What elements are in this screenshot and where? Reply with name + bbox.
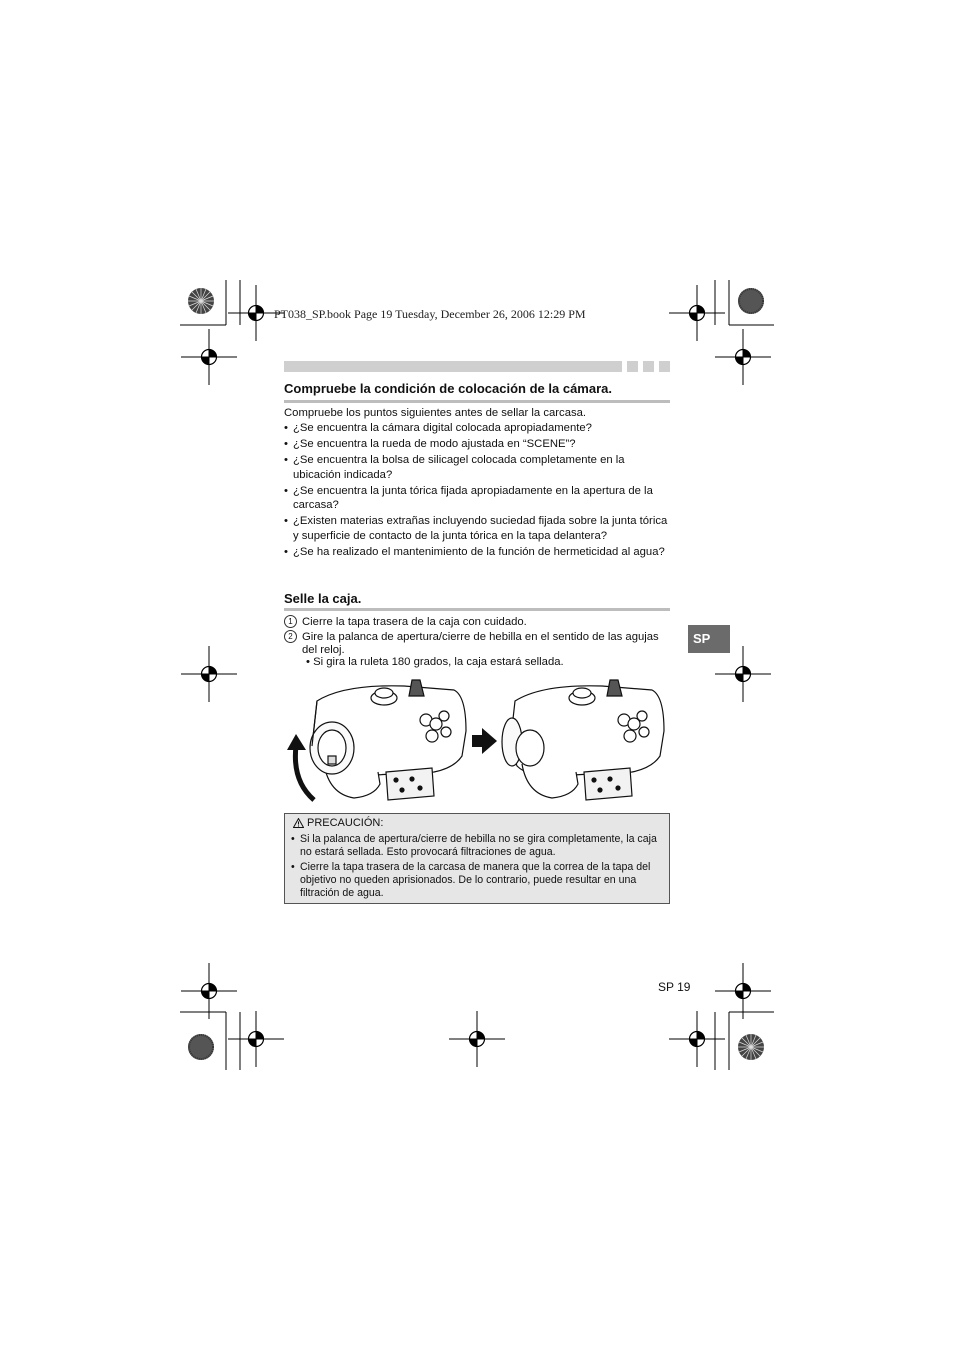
checklist-item: • ¿Se encuentra la cámara digital colocada apropiadamente? [284, 421, 670, 436]
step-text: Gire la palanca de apertura/cierre de hebilla en el sentido de las agujas del reloj. [302, 631, 659, 656]
caution-heading [293, 817, 383, 829]
caution-title: PRECAUCIÓN: [307, 817, 384, 829]
caution-item: • Cierre la tapa trasera de la carcasa de manera que la correa de la tapa del objetivo no queden aprisionados. De lo contrario, puede resultar en una filtración de agua. [291, 861, 663, 900]
star-target-icon [188, 288, 214, 314]
section-title-check: Compruebe la condición de colocación de la cámara. [284, 381, 612, 396]
section-header-bar [284, 361, 622, 372]
header-square [643, 361, 654, 372]
registration-mark-icon [181, 329, 237, 385]
page-number: SP 19 [658, 980, 691, 994]
star-target-icon [738, 1034, 764, 1060]
header-square [627, 361, 638, 372]
header-square [659, 361, 670, 372]
housing-before [310, 680, 466, 800]
registration-mark-icon [228, 1011, 284, 1067]
language-tab: SP [688, 625, 730, 653]
registration-mark-icon [181, 646, 237, 702]
step-1 [284, 615, 670, 629]
warning-triangle-icon [293, 818, 304, 828]
checklist-item: • ¿Se ha realizado el mantenimiento de la función de hermeticidad al agua? [284, 545, 670, 560]
housing-after [502, 680, 664, 800]
section-rule [284, 608, 670, 611]
caution-item: • Si la palanca de apertura/cierre de hebilla no se gira completamente, la caja no estará sellada. Esto provocará filtraciones de agua. [291, 833, 663, 859]
dot-target-icon [738, 288, 764, 314]
step-text: Cierre la tapa trasera de la caja con cuidado. [302, 616, 527, 628]
section-rule [284, 400, 670, 403]
checklist-item: • ¿Existen materias extrañas incluyendo suciedad fijada sobre la junta tórica y superficie de contacto de la junta tórica en la tapa delantera? [284, 514, 670, 543]
step-2 [284, 630, 670, 657]
checklist [284, 421, 670, 561]
caution-box [284, 813, 670, 904]
registration-mark-icon [715, 646, 771, 702]
rotation-arrow-head [287, 734, 306, 750]
registration-mark-icon [449, 1011, 505, 1067]
step-number: 2 [284, 630, 297, 643]
step-number: 1 [284, 615, 297, 628]
arrow-right-icon [472, 728, 497, 754]
registration-mark-icon [715, 963, 771, 1019]
checklist-item: • ¿Se encuentra la junta tórica fijada apropiadamente en la apertura de la carcasa? [284, 484, 670, 513]
dot-target-icon [188, 1034, 214, 1060]
checklist-item: • ¿Se encuentra la bolsa de silicagel colocada completamente en la ubicación indicada? [284, 453, 670, 482]
registration-mark-icon [181, 963, 237, 1019]
section-intro: Compruebe los puntos siguientes antes de sellar la carcasa. [284, 407, 587, 419]
step-note-text: Si gira la ruleta 180 grados, la caja estará sellada. [313, 656, 564, 668]
registration-mark-icon [669, 285, 725, 341]
housing-illustration [284, 676, 670, 806]
step-2-note: • Si gira la ruleta 180 grados, la caja estará sellada. [306, 656, 564, 668]
registration-mark-icon [669, 1011, 725, 1067]
print-header-line: PT038_SP.book Page 19 Tuesday, December 26, 2006 12:29 PM [274, 307, 586, 321]
checklist-item: • ¿Se encuentra la rueda de modo ajustada en “SCENE”? [284, 437, 670, 452]
section-title-seal: Selle la caja. [284, 591, 362, 606]
registration-mark-icon [715, 329, 771, 385]
